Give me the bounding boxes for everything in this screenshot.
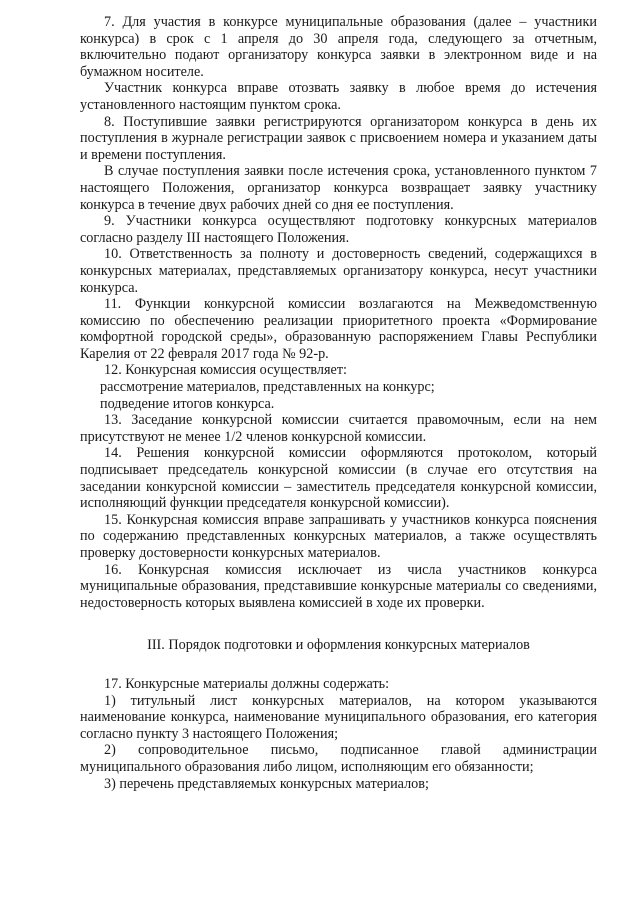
paragraph-8: 8. Поступившие заявки регистрируются организатором конкурса в день их поступления в журнале регистрации заявок с присвоением номера и указанием даты и времени поступления. — [80, 113, 597, 163]
paragraph-14: 14. Решения конкурсной комиссии оформляются протоколом, который подписывает председатель конкурсной комиссии (в случае его отсутствия на заседании конкурсной комиссии – заместитель председателя конкурсной комиссии, исполняющий функции председателя конкурсной комиссии). — [80, 445, 597, 512]
paragraph-10: 10. Ответственность за полноту и достоверность сведений, содержащихся в конкурсных материалах, представляемых организатору конкурса, несут участники конкурса. — [80, 246, 597, 296]
paragraph-12: 12. Конкурсная комиссия осуществляет: — [104, 362, 347, 379]
document-page — [80, 14, 597, 792]
paragraph-17-item-2: 2) сопроводительное письмо, подписанное главой администрации муниципального образования либо лицом, исполняющим его обязанности; — [80, 742, 597, 775]
paragraph-16: 16. Конкурсная комиссия исключает из числа участников конкурса муниципальные образования, представившие конкурсные материалы со сведениями, недостоверность которых выявлена комиссией в ходе их проверки. — [80, 561, 597, 611]
paragraph-11: 11. Функции конкурсной комиссии возлагаются на Межведомственную комиссию по обеспечению реализации приоритетного проекта «Формирование комфортной городской среды», образованную распоряжением Главы Республики Карелия от 22 февраля 2017 года № 92-р. — [80, 296, 597, 362]
paragraph-8-late: В случае поступления заявки после истечения срока, установленного пунктом 7 настоящего Положения, организатор конкурса возвращает заявку участнику конкурса в течение двух рабочих дней со дня ее поступления. — [80, 163, 597, 213]
paragraph-15: 15. Конкурсная комиссия вправе запрашивать у участников конкурса пояснения по содержанию представленных конкурсных материалов, а также осуществлять проверку достоверности конкурсных материалов. — [80, 511, 597, 561]
paragraph-7-withdraw: Участник конкурса вправе отозвать заявку в любое время до истечения установленного настоящим пунктом срока. — [80, 80, 597, 113]
paragraph-9: 9. Участники конкурса осуществляют подготовку конкурсных материалов согласно разделу III настоящего Положения. — [80, 213, 597, 246]
paragraph-13: 13. Заседание конкурсной комиссии считается правомочным, если на нем присутствуют не менее 1/2 членов конкурсной комиссии. — [80, 412, 597, 445]
paragraph-17-item-3: 3) перечень представляемых конкурсных материалов; — [104, 775, 429, 792]
paragraph-17: 17. Конкурсные материалы должны содержать: — [104, 675, 390, 692]
paragraph-7: 7. Для участия в конкурсе муниципальные образования (далее – участники конкурса) в срок с 1 апреля до 30 апреля года, следующего за отчетным, включительно подают организатору конкурса заявки в электронном виде и на бумажном носителе. — [80, 14, 597, 80]
section-heading: III. Порядок подготовки и оформления конкурсных материалов — [147, 637, 530, 654]
paragraph-12-item-2: подведение итогов конкурса. — [100, 395, 275, 412]
paragraph-12-item-1: рассмотрение материалов, представленных на конкурс; — [100, 379, 435, 396]
paragraph-17-item-1: 1) титульный лист конкурсных материалов, на котором указываются наименование конкурса, наименование муниципального образования, его категория согласно пункту 3 настоящего Положения; — [80, 692, 597, 742]
